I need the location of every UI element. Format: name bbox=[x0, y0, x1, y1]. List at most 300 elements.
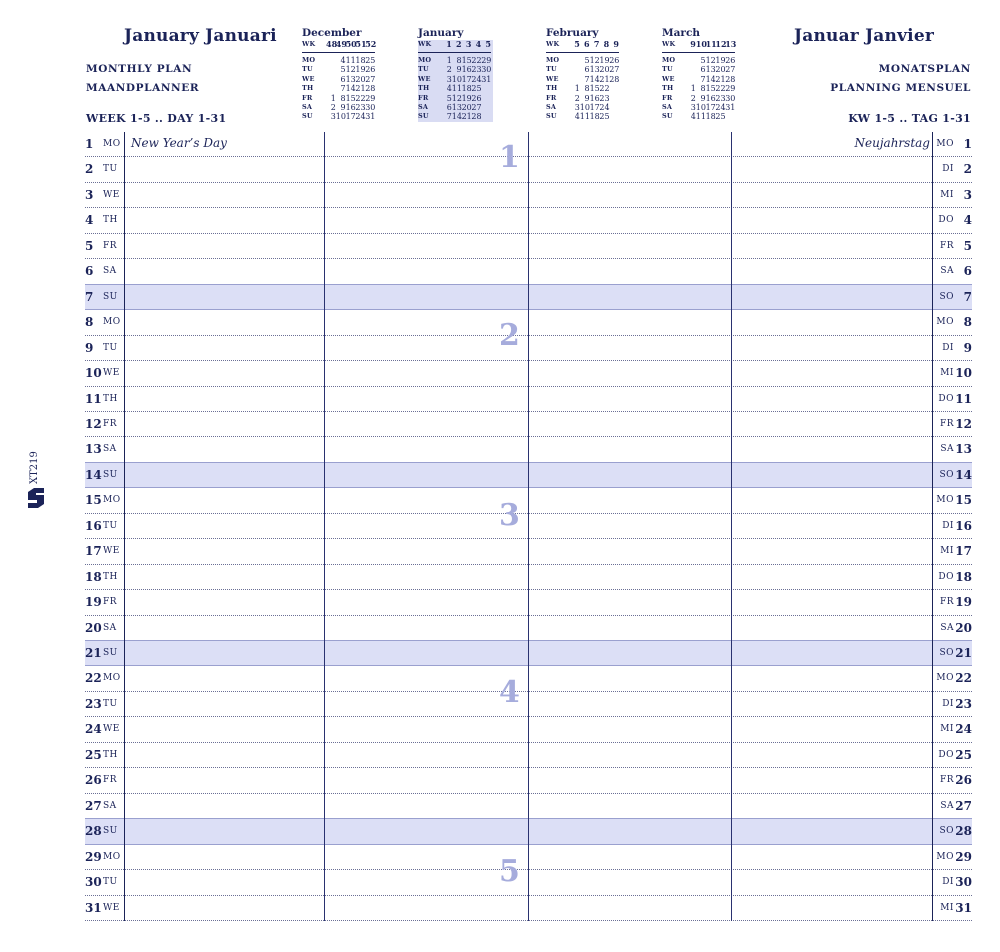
date-cell: 10 bbox=[695, 103, 706, 113]
week-number: 10 bbox=[695, 39, 707, 49]
date-cell: 30 bbox=[365, 103, 376, 113]
day-number-right: 11 bbox=[955, 391, 972, 406]
subtitle-right-2: PLANNING MENSUEL bbox=[830, 82, 971, 94]
date-cell: 10 bbox=[335, 112, 346, 122]
date-cell: 24 bbox=[355, 112, 366, 122]
week-number: 1 bbox=[446, 39, 452, 49]
week-number: 51 bbox=[355, 39, 367, 49]
weekday-de: SO bbox=[939, 469, 954, 480]
title-left: January Januari bbox=[124, 26, 277, 46]
date-cell: 1 bbox=[690, 84, 696, 94]
weekday-en: SA bbox=[103, 266, 117, 277]
day-number-left: 7 bbox=[85, 289, 94, 304]
day-number-left: 9 bbox=[85, 340, 94, 355]
date-cell: 6 bbox=[446, 103, 452, 113]
date-cell: 28 bbox=[725, 74, 736, 84]
day-number-right: 8 bbox=[963, 315, 972, 330]
column-divider-3 bbox=[731, 132, 732, 921]
day-number-right: 22 bbox=[955, 671, 972, 686]
date-cell: 28 bbox=[365, 84, 376, 94]
date-cell: 20 bbox=[599, 65, 610, 75]
day-number-left: 16 bbox=[85, 518, 102, 533]
day-number-left: 27 bbox=[85, 798, 102, 813]
weekday-en: WE bbox=[103, 902, 120, 913]
day-number-left: 22 bbox=[85, 671, 102, 686]
date-cell: 24 bbox=[471, 74, 482, 84]
week-number: 13 bbox=[725, 39, 737, 49]
day-number-right: 4 bbox=[963, 213, 972, 228]
date-cell: 9 bbox=[456, 65, 462, 75]
weekday-label: SU bbox=[662, 112, 673, 121]
date-cell bbox=[609, 103, 619, 112]
weekday-de: FR bbox=[939, 418, 954, 429]
date-cell bbox=[609, 112, 619, 121]
weekday-label: SU bbox=[302, 112, 313, 121]
date-cell: 18 bbox=[589, 112, 600, 122]
date-cell: 22 bbox=[471, 56, 482, 65]
brand-logo-icon bbox=[28, 488, 44, 508]
date-cell: 7 bbox=[446, 112, 452, 122]
weekday-de: MO bbox=[936, 851, 954, 862]
date-cell: 5 bbox=[700, 56, 706, 65]
week-number: 48 bbox=[326, 39, 338, 49]
date-cell: 15 bbox=[461, 56, 472, 65]
date-cell: 18 bbox=[705, 112, 716, 122]
day-number-left: 10 bbox=[85, 366, 102, 381]
date-cell: 3 bbox=[446, 74, 452, 84]
date-cell: 8 bbox=[700, 84, 706, 94]
date-cell: 3 bbox=[330, 112, 336, 122]
day-number-right: 30 bbox=[955, 875, 972, 890]
day-number-right: 17 bbox=[955, 544, 972, 559]
weekday-label: MO bbox=[546, 56, 560, 64]
day-number-left: 13 bbox=[85, 442, 102, 457]
weekday-en: MO bbox=[103, 673, 121, 684]
weekday-de: FR bbox=[939, 597, 954, 608]
date-cell: 16 bbox=[461, 65, 472, 75]
date-cell: 25 bbox=[365, 56, 376, 65]
date-cell bbox=[609, 94, 619, 103]
column-divider-right bbox=[932, 132, 933, 921]
date-cell: 14 bbox=[345, 84, 356, 94]
weekday-de: DO bbox=[938, 393, 954, 404]
date-cell bbox=[481, 103, 491, 112]
date-cell: 1 bbox=[574, 84, 580, 94]
date-cell: 27 bbox=[365, 74, 376, 84]
date-cell: 13 bbox=[589, 65, 600, 75]
day-number-left: 29 bbox=[85, 849, 102, 864]
day-number-left: 8 bbox=[85, 315, 94, 330]
date-cell: 19 bbox=[461, 93, 472, 103]
weekday-de: MI bbox=[940, 368, 954, 379]
date-cell bbox=[686, 56, 696, 65]
day-number-right: 20 bbox=[955, 620, 972, 635]
mini-calendar-march bbox=[662, 26, 737, 122]
date-cell: 23 bbox=[715, 93, 726, 103]
date-cell: 8 bbox=[456, 56, 462, 65]
weekday-en: TU bbox=[103, 520, 118, 531]
day-number-right: 5 bbox=[963, 238, 972, 253]
day-number-left: 30 bbox=[85, 875, 102, 890]
weekday-en: MO bbox=[103, 139, 121, 149]
weekday-de: FR bbox=[939, 775, 954, 786]
weekday-label: SU bbox=[418, 112, 429, 121]
date-cell: 19 bbox=[599, 56, 610, 65]
weekday-label: WE bbox=[546, 74, 559, 83]
day-number-right: 25 bbox=[955, 747, 972, 762]
date-cell: 2 bbox=[690, 93, 696, 103]
weekday-label: TH bbox=[418, 84, 430, 93]
weekday-de: MO bbox=[936, 317, 954, 328]
date-cell: 25 bbox=[471, 84, 482, 94]
date-cell: 5 bbox=[446, 93, 452, 103]
weekday-label: TU bbox=[662, 65, 673, 74]
day-number-right: 29 bbox=[955, 849, 972, 864]
week-label: WK bbox=[418, 40, 432, 48]
date-cell: 17 bbox=[705, 103, 716, 113]
weekday-en: SA bbox=[103, 622, 117, 633]
date-cell: 17 bbox=[345, 112, 356, 122]
mini-calendar-february bbox=[546, 26, 621, 122]
day-number-left: 28 bbox=[85, 824, 102, 839]
date-cell: 9 bbox=[700, 93, 706, 103]
weekday-label: MO bbox=[662, 56, 676, 64]
date-cell: 14 bbox=[589, 74, 600, 84]
weekday-de: SA bbox=[940, 800, 954, 811]
day-number-right: 16 bbox=[955, 518, 972, 533]
weekday-de: SA bbox=[940, 622, 954, 633]
weekday-de: DI bbox=[942, 877, 954, 888]
weekday-de: SO bbox=[939, 291, 954, 302]
day-number-left: 6 bbox=[85, 264, 94, 279]
weekday-label: TH bbox=[546, 84, 558, 93]
date-cell: 23 bbox=[599, 93, 610, 103]
weekday-label: FR bbox=[546, 93, 557, 102]
date-cell: 14 bbox=[451, 112, 462, 122]
weekday-en: SA bbox=[103, 444, 117, 455]
weekday-en: SA bbox=[103, 800, 117, 811]
weekday-en: WE bbox=[103, 368, 120, 379]
date-cell: 10 bbox=[579, 103, 590, 113]
date-cell: 11 bbox=[695, 112, 706, 122]
date-cell: 24 bbox=[599, 103, 610, 113]
weekday-de: SO bbox=[939, 826, 954, 837]
weekday-label: TU bbox=[418, 65, 429, 74]
weekday-en: TH bbox=[103, 215, 118, 226]
weekday-en: TU bbox=[103, 342, 118, 353]
date-cell: 31 bbox=[725, 103, 736, 113]
weekday-label: SA bbox=[662, 103, 673, 112]
date-cell: 1 bbox=[330, 93, 336, 103]
day-number-right: 7 bbox=[963, 289, 972, 304]
date-cell: 5 bbox=[584, 56, 590, 65]
day-number-right: 3 bbox=[963, 187, 972, 202]
weekday-label: TU bbox=[302, 65, 313, 74]
weekday-en: SU bbox=[103, 291, 118, 302]
date-cell: 14 bbox=[705, 74, 716, 84]
day-number-left: 24 bbox=[85, 722, 102, 737]
week-number: 9 bbox=[613, 39, 619, 49]
weekday-label: SA bbox=[302, 103, 313, 112]
weekday-en: SU bbox=[103, 648, 118, 659]
day-number-left: 12 bbox=[85, 416, 102, 431]
week-number: 50 bbox=[345, 39, 357, 49]
weekday-en: WE bbox=[103, 189, 120, 200]
day-number-right: 15 bbox=[955, 493, 972, 508]
subtitle-left-2: MAANDPLANNER bbox=[86, 82, 200, 94]
weekday-label: WE bbox=[662, 74, 675, 83]
date-cell: 6 bbox=[584, 65, 590, 75]
date-cell bbox=[326, 75, 336, 84]
date-cell: 31 bbox=[365, 112, 376, 122]
weekday-en: MO bbox=[103, 495, 121, 506]
date-cell: 16 bbox=[705, 93, 716, 103]
weekday-en: TU bbox=[103, 698, 118, 709]
day-number-left: 21 bbox=[85, 646, 102, 661]
weekday-de: SA bbox=[940, 444, 954, 455]
week-number-watermark: 4 bbox=[499, 675, 520, 710]
day-number-left: 20 bbox=[85, 620, 102, 635]
week-number: 4 bbox=[475, 39, 482, 49]
weekday-de: DI bbox=[942, 520, 954, 531]
weekday-en: SU bbox=[103, 469, 118, 480]
day-number-right: 23 bbox=[955, 696, 972, 711]
date-cell: 4 bbox=[690, 112, 696, 122]
date-cell: 4 bbox=[340, 56, 346, 65]
day-number-right: 27 bbox=[955, 798, 972, 813]
date-cell: 12 bbox=[589, 56, 600, 65]
date-cell: 22 bbox=[355, 93, 366, 103]
date-cell: 11 bbox=[345, 56, 356, 65]
day-number-right: 10 bbox=[955, 366, 972, 381]
weekday-en: FR bbox=[103, 775, 118, 786]
date-cell: 28 bbox=[609, 74, 620, 84]
day-number-right: 6 bbox=[963, 264, 972, 279]
weekday-label: TH bbox=[302, 84, 314, 93]
side-brand bbox=[25, 440, 65, 520]
date-cell: 7 bbox=[340, 84, 346, 94]
day-number-right: 13 bbox=[955, 442, 972, 457]
weekday-label: FR bbox=[302, 93, 313, 102]
weekday-en: FR bbox=[103, 240, 118, 251]
week-number: 6 bbox=[584, 39, 590, 49]
date-cell bbox=[481, 94, 491, 103]
date-cell: 12 bbox=[345, 65, 356, 75]
date-cell: 17 bbox=[461, 74, 472, 84]
day-number-right: 12 bbox=[955, 416, 972, 431]
date-cell: 6 bbox=[340, 74, 346, 84]
date-cell: 7 bbox=[700, 74, 706, 84]
day-number-right: 26 bbox=[955, 773, 972, 788]
date-cell: 8 bbox=[340, 93, 346, 103]
weekday-label: SA bbox=[546, 103, 557, 112]
week-number: 11 bbox=[705, 39, 717, 49]
day-number-right: 28 bbox=[955, 824, 972, 839]
weekday-en: WE bbox=[103, 546, 120, 557]
date-cell: 2 bbox=[330, 103, 336, 113]
date-cell: 16 bbox=[589, 93, 600, 103]
weekday-de: MI bbox=[940, 724, 954, 735]
date-cell: 21 bbox=[355, 84, 366, 94]
weekday-de: DO bbox=[938, 749, 954, 760]
weekday-de: MO bbox=[936, 673, 954, 684]
date-cell: 5 bbox=[340, 65, 346, 75]
date-cell: 27 bbox=[725, 65, 736, 75]
week-range-right: KW 1-5 .. TAG 1-31 bbox=[848, 112, 971, 125]
title-right: Januar Janvier bbox=[794, 26, 934, 46]
date-cell: 12 bbox=[705, 56, 716, 65]
date-cell: 15 bbox=[705, 84, 716, 94]
weekday-label: MO bbox=[418, 56, 432, 64]
date-cell: 19 bbox=[715, 56, 726, 65]
date-cell bbox=[326, 84, 336, 93]
date-cell bbox=[609, 84, 619, 93]
date-cell: 2 bbox=[446, 65, 452, 75]
date-cell: 20 bbox=[355, 74, 366, 84]
subtitle-left-1: MONTHLY PLAN bbox=[86, 63, 193, 75]
date-cell: 26 bbox=[471, 93, 482, 103]
weekday-label: SU bbox=[546, 112, 557, 121]
date-cell: 2 bbox=[574, 93, 580, 103]
day-number-left: 3 bbox=[85, 187, 94, 202]
weekday-label: TH bbox=[662, 84, 674, 93]
day-number-right: 31 bbox=[955, 900, 972, 915]
weekday-en: TH bbox=[103, 749, 118, 760]
weekday-label: MO bbox=[302, 56, 316, 64]
date-cell: 13 bbox=[705, 65, 716, 75]
date-cell: 29 bbox=[481, 56, 492, 65]
week-number: 8 bbox=[603, 39, 610, 49]
date-cell: 21 bbox=[715, 74, 726, 84]
holiday-note-right: Neujahrstag bbox=[854, 136, 930, 150]
weekday-en: TU bbox=[103, 877, 118, 888]
weekday-de: DO bbox=[938, 215, 954, 226]
day-number-left: 14 bbox=[85, 467, 102, 482]
weekday-en: MO bbox=[103, 851, 121, 862]
week-number: 12 bbox=[715, 39, 727, 49]
date-cell: 23 bbox=[355, 103, 366, 113]
day-number-left: 19 bbox=[85, 595, 102, 610]
date-cell: 9 bbox=[584, 93, 590, 103]
date-cell: 13 bbox=[345, 74, 356, 84]
date-cell bbox=[570, 56, 580, 65]
column-divider-1 bbox=[324, 132, 325, 921]
day-number-left: 18 bbox=[85, 569, 102, 584]
weekday-de: MI bbox=[940, 902, 954, 913]
date-cell: 3 bbox=[690, 103, 696, 113]
week-number: 5 bbox=[485, 39, 491, 49]
week-number-watermark: 5 bbox=[499, 854, 520, 889]
date-cell: 11 bbox=[451, 84, 462, 94]
weekday-en: FR bbox=[103, 418, 118, 429]
column-divider-left bbox=[124, 132, 125, 921]
weekday-en: FR bbox=[103, 597, 118, 608]
date-cell: 13 bbox=[451, 103, 462, 113]
date-cell: 22 bbox=[715, 84, 726, 94]
date-cell: 16 bbox=[345, 103, 356, 113]
date-cell: 11 bbox=[579, 112, 590, 122]
week-number-watermark: 2 bbox=[499, 318, 520, 353]
weekday-en: MO bbox=[103, 317, 121, 328]
date-cell: 26 bbox=[365, 65, 376, 75]
date-cell: 18 bbox=[355, 56, 366, 65]
day-number-right: 19 bbox=[955, 595, 972, 610]
weekday-de: MO bbox=[936, 139, 954, 149]
weekday-label: WE bbox=[302, 74, 315, 83]
day-number-right: 9 bbox=[963, 340, 972, 355]
weekday-label: FR bbox=[662, 93, 673, 102]
mini-calendar-december bbox=[302, 26, 377, 122]
weekday-de: DI bbox=[942, 164, 954, 175]
week-label: WK bbox=[302, 40, 316, 48]
date-cell bbox=[326, 56, 336, 65]
side-code: XT219 bbox=[29, 451, 40, 484]
date-cell bbox=[570, 65, 580, 74]
day-number-left: 15 bbox=[85, 493, 102, 508]
date-cell bbox=[481, 84, 491, 93]
date-cell: 15 bbox=[589, 84, 600, 94]
date-cell bbox=[725, 112, 735, 121]
mini-calendar-title: December bbox=[302, 27, 362, 39]
date-cell: 8 bbox=[584, 84, 590, 94]
week-number: 52 bbox=[365, 39, 377, 49]
date-cell: 21 bbox=[461, 112, 472, 122]
week-number-watermark: 3 bbox=[499, 498, 520, 533]
date-cell: 25 bbox=[599, 112, 610, 122]
day-number-right: 24 bbox=[955, 722, 972, 737]
date-cell bbox=[686, 65, 696, 74]
day-number-left: 2 bbox=[85, 162, 94, 177]
column-divider-2 bbox=[528, 132, 529, 921]
date-cell: 20 bbox=[461, 103, 472, 113]
date-cell: 27 bbox=[609, 65, 620, 75]
date-cell: 6 bbox=[700, 65, 706, 75]
day-number-left: 4 bbox=[85, 213, 94, 228]
mini-calendar-title: March bbox=[662, 27, 700, 39]
weekday-de: MI bbox=[940, 546, 954, 557]
date-cell bbox=[570, 75, 580, 84]
day-number-right: 14 bbox=[955, 467, 972, 482]
date-cell: 26 bbox=[609, 56, 620, 65]
date-cell: 9 bbox=[340, 103, 346, 113]
date-cell: 19 bbox=[355, 65, 366, 75]
date-cell: 23 bbox=[471, 65, 482, 75]
week-label: WK bbox=[662, 40, 676, 48]
week-number: 7 bbox=[593, 39, 600, 49]
day-number-right: 21 bbox=[955, 646, 972, 661]
day-number-left: 1 bbox=[85, 137, 94, 151]
date-cell: 26 bbox=[725, 56, 736, 65]
subtitle-right-1: MONATSPLAN bbox=[878, 63, 971, 75]
date-cell: 29 bbox=[365, 93, 376, 103]
day-number-left: 26 bbox=[85, 773, 102, 788]
weekday-en: SU bbox=[103, 826, 118, 837]
date-cell bbox=[481, 112, 491, 121]
day-number-left: 25 bbox=[85, 747, 102, 762]
day-number-left: 23 bbox=[85, 696, 102, 711]
mini-calendar-title: January bbox=[418, 27, 464, 39]
planner-grid bbox=[85, 132, 972, 921]
date-cell: 27 bbox=[471, 103, 482, 113]
date-cell: 17 bbox=[589, 103, 600, 113]
date-cell bbox=[686, 75, 696, 84]
date-cell: 20 bbox=[715, 65, 726, 75]
week-number: 3 bbox=[465, 39, 472, 49]
weekday-de: SA bbox=[940, 266, 954, 277]
weekday-en: TH bbox=[103, 393, 118, 404]
week-number: 49 bbox=[335, 39, 347, 49]
weekday-en: WE bbox=[103, 724, 120, 735]
